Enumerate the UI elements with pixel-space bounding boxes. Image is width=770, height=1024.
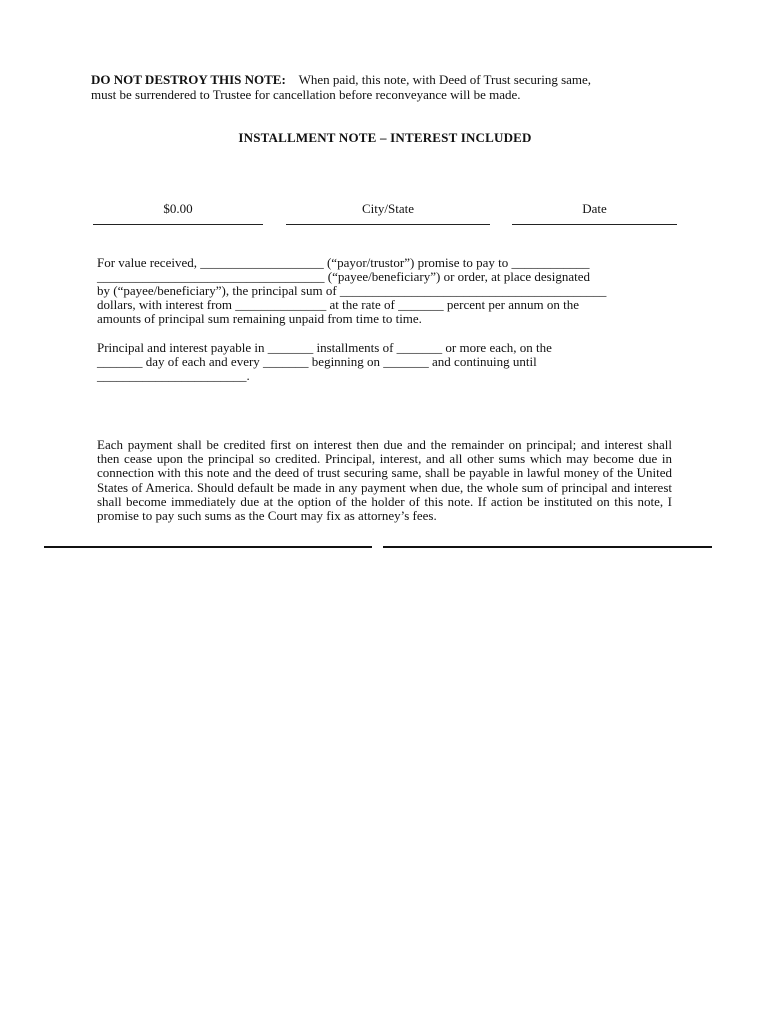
date-signature-line[interactable] (512, 224, 677, 225)
city-state-field-label: City/State (362, 201, 414, 216)
notice-label: DO NOT DESTROY THIS NOTE: (91, 72, 286, 87)
paragraph-line: by (“payee/beneficiary”), the principal sum of _________________________________________ (97, 283, 607, 298)
amount-signature-line[interactable] (93, 224, 263, 225)
terms-paragraph-1 (97, 256, 672, 326)
paragraph-line: dollars, with interest from ______________ at the rate of _______ percent per annum on the (97, 297, 579, 312)
paragraph-line: amounts of principal sum remaining unpaid from time to time. (97, 311, 422, 326)
document-title: INSTALLMENT NOTE – INTEREST INCLUDED (238, 130, 532, 145)
paragraph-line: For value received, ___________________ (“payor/trustor”) promise to pay to ____________ (97, 255, 590, 270)
terms-paragraph-2 (97, 341, 672, 383)
city-state-signature-line[interactable] (286, 224, 490, 225)
terms-paragraph-3: Each payment shall be credited first on interest then due and the remainder on principal; and interest shall then cease upon the principal so credited. Principal, interest, and all other sums which may become due in connection with this note and the deed of trust securing same, shall be payable in lawful money of the United States of America. Should default be made in any payment when due, the whole sum of principal and interest shall become immediately due at the option of the holder of this note. If action be instituted on this note, I promise to pay such sums as the Court may fix as attorney’s fees. (97, 437, 672, 524)
notice-text-1: When paid, this note, with Deed of Trust securing same, (298, 72, 592, 87)
paragraph-line: _______________________. (97, 368, 250, 383)
notice-line-1 (91, 73, 681, 87)
paragraph-line: ___________________________________ (“payee/beneficiary”) or order, at place designated (97, 269, 590, 284)
signature-line-right[interactable] (383, 546, 712, 548)
date-field-label: Date (582, 201, 607, 216)
paragraph-line: Principal and interest payable in _______ installments of _______ or more each, on the (97, 340, 552, 355)
signature-line-left[interactable] (44, 546, 372, 548)
amount-field-label: $0.00 (163, 201, 193, 216)
notice-line-2: must be surrendered to Trustee for cancellation before reconveyance will be made. (91, 87, 521, 102)
paragraph-line: _______ day of each and every _______ beginning on _______ and continuing until (97, 354, 537, 369)
